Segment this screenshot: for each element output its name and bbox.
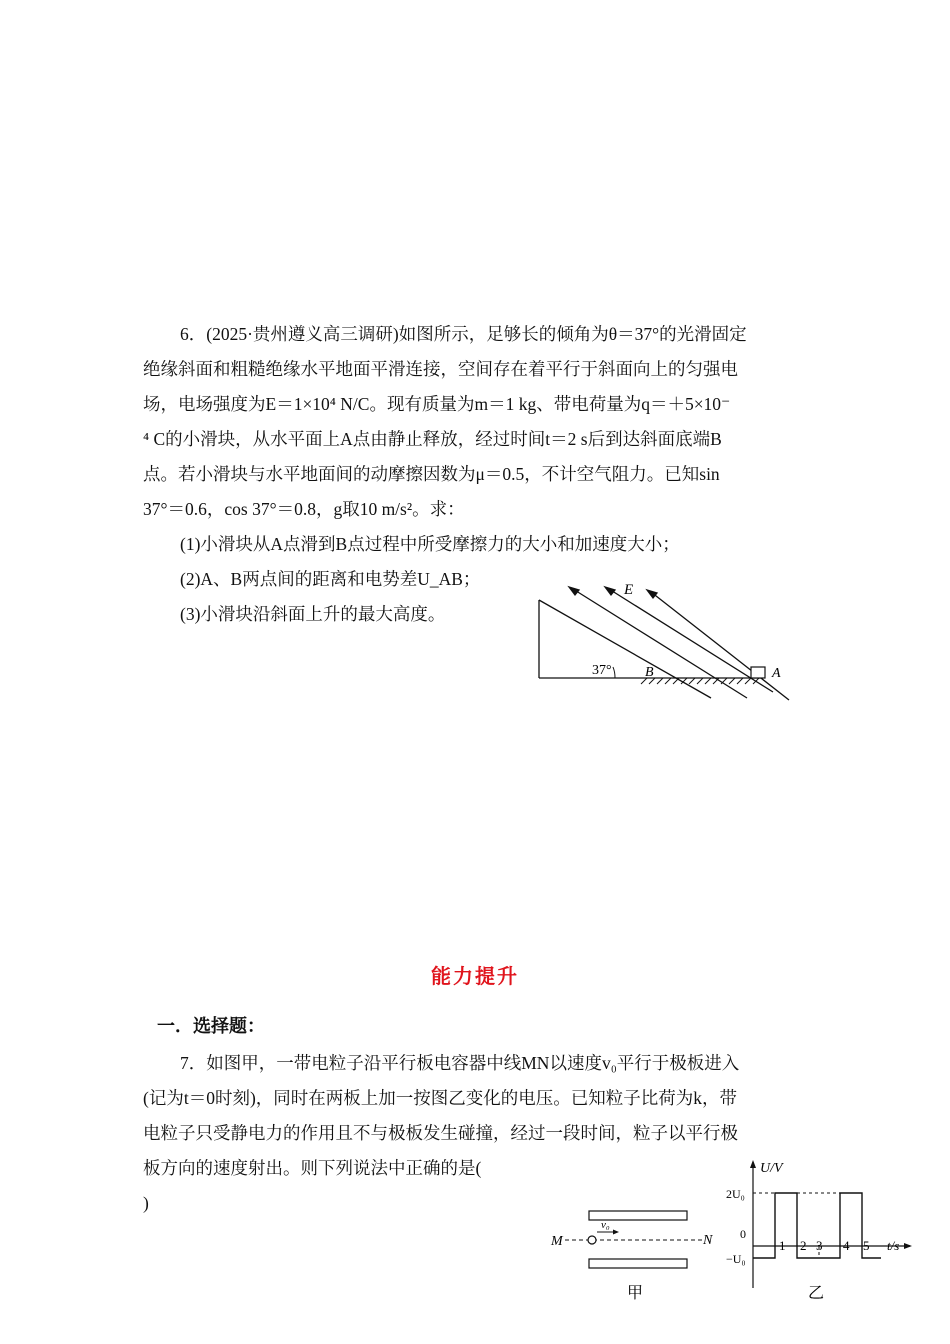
x-axis-label: t/s: [887, 1238, 900, 1253]
caption-jia: 甲: [627, 1285, 644, 1302]
caption-yi: 乙: [808, 1285, 825, 1302]
lower-plate: [589, 1259, 687, 1268]
q6-line2: 绝缘斜面和粗糙绝缘水平地面平滑连接，空间存在着平行于斜面向上的匀强电: [143, 359, 738, 379]
x-tick-4: 4: [843, 1238, 850, 1253]
label-N: N: [703, 1233, 713, 1248]
label-angle: 37°: [592, 663, 612, 678]
label-E: E: [624, 582, 634, 598]
field-line-2: [609, 589, 773, 692]
q7-line2: (记为t＝0时刻)，同时在两板上加一按图乙变化的电压。已知粒子比荷为k，带: [143, 1088, 738, 1108]
tick-negU0: −U₀: [726, 1252, 746, 1266]
q6-subquestion-3: (3)小滑块沿斜面上升的最大高度。: [180, 604, 446, 624]
q7-line3: 电粒子只受静电力的作用且不与极板发生碰撞，经过一段时间，粒子以平行极: [143, 1123, 738, 1143]
q7-line5: ): [143, 1193, 149, 1213]
x-tick-5: 5: [863, 1238, 870, 1253]
y-axis-label: U/V: [760, 1161, 783, 1176]
q7-line1: 7．如图甲，一带电粒子沿平行板电容器中线MN以速度v₀平行于极板进入: [180, 1053, 740, 1073]
incline-figure: [535, 578, 795, 703]
slider-block: [751, 667, 765, 678]
capacitor-figure: [545, 1200, 725, 1310]
q6-line4: ⁴ C的小滑块，从水平面上A点由静止释放，经过时间t＝2 s后到达斜面底端B: [143, 429, 722, 449]
section-heading: 一．选择题：: [157, 1016, 265, 1037]
q6-line3: 场，电场强度为E＝1×10⁴ N/C。现有质量为m＝1 kg、带电荷量为q＝＋5×10⁻: [143, 394, 731, 414]
tick-0: 0: [740, 1227, 746, 1241]
x-tick-1: 1: [779, 1238, 786, 1253]
q6-line1: 6．(2025·贵州遵义高三调研)如图所示，足够长的倾角为θ＝37°的光滑固定: [180, 324, 747, 344]
field-line-3: [651, 592, 789, 700]
q6-subquestion-2: (2)A、B两点间的距离和电势差U_AB；: [180, 569, 481, 589]
x-tick-2: 2: [800, 1238, 807, 1253]
particle: [588, 1236, 596, 1244]
tick-2U0: 2U₀: [726, 1187, 745, 1201]
voltage-graph: [722, 1158, 922, 1304]
label-M: M: [551, 1234, 563, 1249]
section-title: 能力提升: [431, 964, 519, 988]
label-B: B: [645, 665, 654, 680]
label-v0: v₀: [601, 1219, 610, 1231]
x-tick-3: 3: [816, 1238, 823, 1253]
q6-subquestion-1: (1)小滑块从A点滑到B点过程中所受摩擦力的大小和加速度大小；: [180, 534, 680, 554]
q7-line4: 板方向的速度射出。则下列说法中正确的是(: [143, 1158, 482, 1178]
q6-line5: 点。若小滑块与水平地面间的动摩擦因数为μ＝0.5，不计空气阻力。已知sin: [143, 464, 720, 484]
label-A: A: [772, 666, 781, 681]
q6-line6: 37°＝0.6，cos 37°＝0.8，g取10 m/s²。求：: [143, 499, 465, 519]
